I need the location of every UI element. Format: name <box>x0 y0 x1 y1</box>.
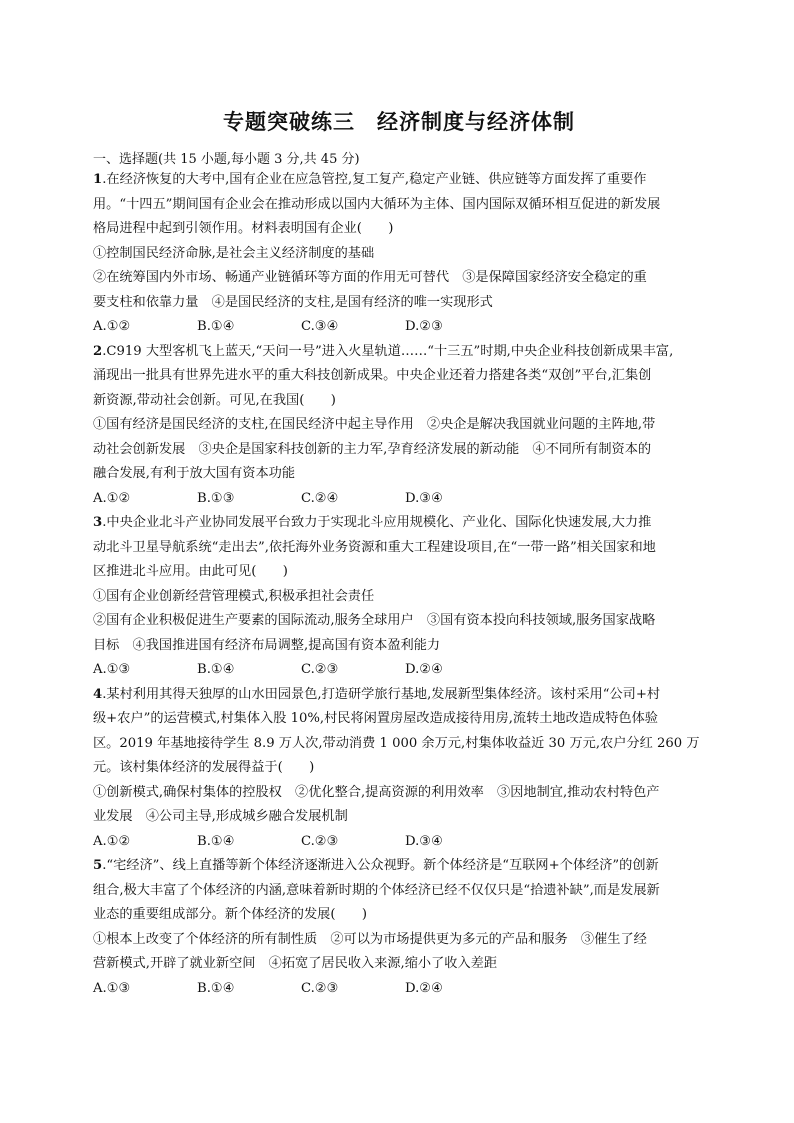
question-1 <box>93 168 705 340</box>
question-text-line <box>93 756 705 781</box>
question-text-line <box>93 781 705 806</box>
question-stem-line <box>93 168 705 193</box>
question-text: ②在统筹国内外市场、畅通产业链循环等方面的作用无可替代 ③是保障国家经济安全稳定的重 <box>93 270 647 285</box>
question-text: 动社会创新发展 ③央企是国家科技创新的主力军,孕育经济发展的新动能 ④不同所有制资本的 <box>93 441 652 457</box>
section-heading: 一、选择题(共 15 小题,每小题 3 分,共 45 分) <box>93 152 360 167</box>
question-text: .某村利用其得天独厚的山水田园景色,打造研学旅行基地,发展新型集体经济。该村采用“公司+村 <box>102 686 661 702</box>
question-text: ①国有经济是国民经济的支柱,在国民经济中起主导作用 ②央企是解决我国就业问题的主阵地,带 <box>93 417 656 432</box>
question-text-line <box>93 462 705 487</box>
question-text-line <box>93 805 705 830</box>
answer-option-b[interactable]: B.①③ <box>197 490 235 506</box>
question-text: 新资源,带动社会创新。可见,在我国( ) <box>93 392 336 408</box>
question-4 <box>93 683 705 855</box>
answer-option-c[interactable]: C.②③ <box>301 662 339 677</box>
question-3 <box>93 511 705 683</box>
question-text: 涌现出一批具有世界先进水平的重大科技创新成果。中央企业还着力搭建各类“双创”平台,汇集创 <box>93 368 652 383</box>
question-text: 组合,极大丰富了个体经济的内涵,意味着新时期的个体经济已经不仅仅只是“拾遗补缺”,而是发展新 <box>93 882 660 898</box>
question-text-line <box>93 413 705 438</box>
question-text: ①根本上改变了个体经济的所有制性质 ②可以为市场提供更为多元的产品和服务 ③催生了经 <box>93 931 647 947</box>
question-text-line <box>93 560 705 585</box>
question-text-line <box>93 242 705 267</box>
question-text: 业态的重要组成部分。新个体经济的发展( ) <box>93 907 368 922</box>
question-text: 区。2019 年基地接待学生 8.9 万人次,带动消费 1 000 余万元,村集体收益近 30 万元,农户分红 260 万 <box>93 735 700 751</box>
answer-options <box>93 658 705 683</box>
answer-option-d[interactable]: D.②④ <box>405 980 443 996</box>
question-number: 4 <box>93 686 103 702</box>
question-stem-line <box>93 854 705 879</box>
question-stem-line <box>93 683 705 708</box>
answer-option-a[interactable]: A.①③ <box>93 980 131 996</box>
question-text: 动北斗卫星导航系统“走出去”,依托海外业务资源和重大工程建设项目,在“一带一路”相关国家和地 <box>93 539 656 555</box>
question-text: 营新模式,开辟了就业新空间 ④拓宽了居民收入来源,缩小了收入差距 <box>93 956 498 971</box>
answer-option-b[interactable]: B.①④ <box>197 662 235 677</box>
question-text: 业发展 ④公司主导,形成城乡融合发展机制 <box>93 809 348 824</box>
question-text-line <box>93 585 705 610</box>
question-text: 格局进程中起到引领作用。材料表明国有企业( ) <box>93 221 394 236</box>
question-number: 5 <box>93 858 103 873</box>
question-number: 2 <box>93 343 103 359</box>
answer-option-d[interactable]: D.③④ <box>405 490 443 506</box>
answer-option-c[interactable]: C.②③ <box>301 980 339 996</box>
answer-option-b[interactable]: B.①④ <box>197 980 235 996</box>
question-text: ②国有企业积极促进生产要素的国际流动,服务全球用户 ③国有资本投向科技领域,服务国家战略 <box>93 613 656 628</box>
question-text-line <box>93 928 705 953</box>
answer-options <box>93 487 705 512</box>
question-text: 目标 ④我国推进国有经济布局调整,提高国有资本盈利能力 <box>93 637 441 653</box>
question-text-line <box>93 364 705 389</box>
answer-option-d[interactable]: D.③④ <box>405 833 443 849</box>
question-number: 1 <box>93 172 103 187</box>
answer-option-d[interactable]: D.②③ <box>405 319 443 334</box>
question-5 <box>93 854 705 1001</box>
question-text: ①控制国民经济命脉,是社会主义经济制度的基础 <box>93 245 375 261</box>
question-text-line <box>93 266 705 291</box>
question-text-line <box>93 707 705 732</box>
answer-option-c[interactable]: C.②④ <box>301 490 339 506</box>
question-text: .C919 大型客机飞上蓝天,“天问一号”进入火星轨道……“十三五”时期,中央企业科技创新成果丰富, <box>102 343 674 359</box>
question-2 <box>93 340 705 512</box>
question-text-line <box>93 903 705 928</box>
question-text-line <box>93 217 705 242</box>
question-list <box>93 168 705 1001</box>
answer-option-b[interactable]: B.①④ <box>197 319 235 334</box>
question-text-line <box>93 609 705 634</box>
question-text-line <box>93 634 705 659</box>
question-text-line <box>93 389 705 414</box>
question-text: 区推进北斗应用。由此可见( ) <box>93 564 288 579</box>
page-title: 专题突破练三 经济制度与经济体制 <box>223 110 575 134</box>
question-text: 元。该村集体经济的发展得益于( ) <box>93 760 315 775</box>
answer-option-c[interactable]: C.②③ <box>301 833 339 849</box>
question-text: 用。“十四五”期间国有企业会在推动形成以国内大循环为主体、国内国际双循环相互促进的新发展 <box>93 196 661 212</box>
answer-option-d[interactable]: D.②④ <box>405 662 443 677</box>
question-text: ①国有企业创新经营管理模式,积极承担社会责任 <box>93 588 375 604</box>
answer-options <box>93 977 705 1002</box>
question-text-line <box>93 193 705 218</box>
question-text-line <box>93 438 705 463</box>
question-text: 要支柱和依靠力量 ④是国民经济的支柱,是国有经济的唯一实现形式 <box>93 294 493 310</box>
answer-option-a[interactable]: A.①③ <box>93 662 131 677</box>
question-text: .中央企业北斗产业协同发展平台致力于实现北斗应用规模化、产业化、国际化快速发展,大力推 <box>102 515 652 530</box>
answer-options <box>93 830 705 855</box>
question-text-line <box>93 536 705 561</box>
question-stem-line <box>93 340 705 365</box>
answer-option-c[interactable]: C.③④ <box>301 319 339 334</box>
question-text: ①创新模式,确保村集体的控股权 ②优化整合,提高资源的利用效率 ③因地制宜,推动农村特色产 <box>93 784 660 800</box>
question-text: .“宅经济”、线上直播等新个体经济逐渐进入公众视野。新个体经济是“互联网+个体经济”的创新 <box>102 858 659 873</box>
answer-option-b[interactable]: B.①④ <box>197 833 235 849</box>
question-text-line <box>93 879 705 904</box>
answer-option-a[interactable]: A.①② <box>93 833 131 849</box>
question-text: .在经济恢复的大考中,国有企业在应急管控,复工复产,稳定产业链、供应链等方面发挥了重要作 <box>102 172 647 187</box>
question-text: 融合发展,有利于放大国有资本功能 <box>93 466 296 481</box>
question-text: 级+农户”的运营模式,村集体入股 10%,村民将闲置房屋改造成接待用房,流转土地改造成特色体验 <box>93 711 658 726</box>
answer-option-a[interactable]: A.①② <box>93 490 131 506</box>
answer-options <box>93 315 705 340</box>
question-text-line <box>93 732 705 757</box>
question-text-line <box>93 952 705 977</box>
question-number: 3 <box>93 515 103 530</box>
question-stem-line <box>93 511 705 536</box>
question-text-line <box>93 291 705 316</box>
answer-option-a[interactable]: A.①② <box>93 319 131 334</box>
